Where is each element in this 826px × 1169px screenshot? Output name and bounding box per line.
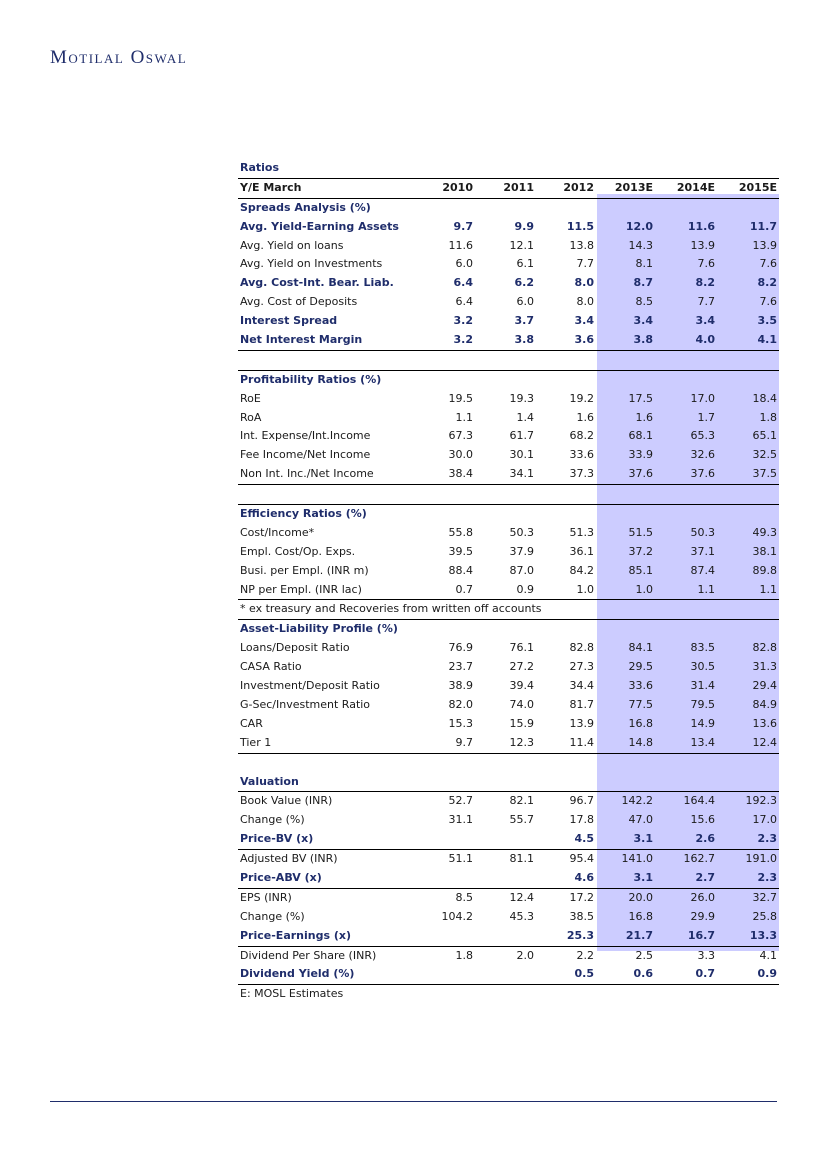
cell-value: 47.0 bbox=[628, 813, 653, 827]
cell-value: 77.5 bbox=[628, 697, 653, 711]
row-label: Efficiency Ratios (%) bbox=[240, 507, 367, 521]
cell-value: 6.4 bbox=[453, 276, 473, 290]
cell-value: 2.2 bbox=[576, 948, 594, 962]
table-row bbox=[238, 658, 779, 677]
cell-value: 6.4 bbox=[455, 295, 473, 309]
cell-value: 9.7 bbox=[453, 219, 473, 233]
cell-value: 8.2 bbox=[757, 276, 777, 290]
cell-value: 3.8 bbox=[514, 333, 534, 347]
year-header: 2010 bbox=[442, 180, 473, 194]
cell-value: 162.7 bbox=[683, 852, 715, 866]
cell-value: 95.4 bbox=[569, 852, 594, 866]
row-label: RoA bbox=[240, 410, 262, 424]
table-row bbox=[238, 715, 779, 734]
cell-value: 3.4 bbox=[574, 314, 594, 328]
cell-value: 0.6 bbox=[633, 967, 653, 981]
cell-value: 29.9 bbox=[690, 909, 715, 923]
cell-value: 1.1 bbox=[697, 582, 715, 596]
cell-value: 164.4 bbox=[683, 794, 715, 808]
header-row bbox=[238, 178, 779, 199]
cell-value: 27.2 bbox=[509, 660, 534, 674]
cell-value: 3.4 bbox=[695, 314, 715, 328]
header-label: Y/E March bbox=[240, 180, 302, 194]
cell-value: 29.5 bbox=[628, 660, 653, 674]
section-header-row bbox=[238, 505, 779, 524]
table-row bbox=[238, 734, 779, 754]
table-row bbox=[238, 811, 779, 830]
cell-value: 37.2 bbox=[628, 544, 653, 558]
cell-value: 39.5 bbox=[448, 544, 473, 558]
row-label: Spreads Analysis (%) bbox=[240, 200, 371, 214]
cell-value: 84.2 bbox=[569, 563, 594, 577]
cell-value: 0.9 bbox=[757, 967, 777, 981]
table-row bbox=[238, 677, 779, 696]
cell-value: 21.7 bbox=[625, 928, 653, 942]
table-row bbox=[238, 927, 779, 947]
cell-value: 7.7 bbox=[697, 295, 715, 309]
cell-value: 84.1 bbox=[628, 641, 653, 655]
cell-value: 14.9 bbox=[690, 716, 715, 730]
row-label: Avg. Cost-Int. Bear. Liab. bbox=[240, 276, 394, 290]
cell-value: 4.5 bbox=[574, 832, 594, 846]
cell-value: 38.1 bbox=[752, 544, 777, 558]
cell-value: 67.3 bbox=[448, 429, 473, 443]
cell-value: 12.0 bbox=[625, 219, 653, 233]
row-label: Non Int. Inc./Net Income bbox=[240, 467, 374, 481]
cell-value: 8.1 bbox=[635, 257, 653, 271]
cell-value: 79.5 bbox=[690, 697, 715, 711]
cell-value: 2.3 bbox=[757, 870, 777, 884]
cell-value: 37.9 bbox=[509, 544, 534, 558]
table-row bbox=[238, 581, 779, 601]
section-header-row bbox=[238, 620, 779, 639]
cell-value: 15.3 bbox=[448, 716, 473, 730]
cell-value: 11.7 bbox=[749, 219, 777, 233]
cell-value: 3.1 bbox=[633, 832, 653, 846]
cell-value: 87.0 bbox=[509, 563, 534, 577]
cell-value: 37.1 bbox=[690, 544, 715, 558]
cell-value: 16.8 bbox=[628, 716, 653, 730]
cell-value: 2.0 bbox=[516, 948, 534, 962]
section-header-row bbox=[238, 371, 779, 390]
cell-value: 3.1 bbox=[633, 870, 653, 884]
row-label: Dividend Per Share (INR) bbox=[240, 948, 377, 962]
spacer-row bbox=[238, 485, 779, 505]
cell-value: 84.9 bbox=[752, 697, 777, 711]
cell-value: 34.4 bbox=[569, 679, 594, 693]
cell-value: 8.0 bbox=[576, 295, 594, 309]
cell-value: 6.2 bbox=[514, 276, 534, 290]
cell-value: 0.9 bbox=[516, 582, 534, 596]
cell-value: 51.5 bbox=[628, 525, 653, 539]
row-label: Fee Income/Net Income bbox=[240, 448, 371, 462]
cell-value: 31.4 bbox=[690, 679, 715, 693]
table-title-text: Ratios bbox=[240, 161, 280, 174]
row-label: * ex treasury and Recoveries from written off accounts bbox=[240, 602, 542, 616]
cell-value: 30.5 bbox=[690, 660, 715, 674]
table-row bbox=[238, 465, 779, 485]
cell-value: 50.3 bbox=[509, 525, 534, 539]
cell-value: 32.5 bbox=[752, 448, 777, 462]
cell-value: 17.0 bbox=[752, 813, 777, 827]
cell-value: 68.2 bbox=[569, 429, 594, 443]
cell-value: 55.8 bbox=[448, 525, 473, 539]
row-label: Investment/Deposit Ratio bbox=[240, 679, 380, 693]
row-label: Net Interest Margin bbox=[240, 333, 363, 347]
table-row bbox=[238, 446, 779, 465]
table-row bbox=[238, 965, 779, 985]
cell-value: 141.0 bbox=[621, 852, 653, 866]
cell-value: 1.7 bbox=[697, 410, 715, 424]
row-label: Cost/Income* bbox=[240, 525, 315, 539]
row-label: CASA Ratio bbox=[240, 660, 302, 674]
cell-value: 12.4 bbox=[752, 735, 777, 749]
cell-value: 76.9 bbox=[448, 641, 473, 655]
cell-value: 17.8 bbox=[569, 813, 594, 827]
cell-value: 3.2 bbox=[453, 314, 473, 328]
table-title bbox=[238, 159, 779, 178]
year-header: 2014E bbox=[676, 180, 715, 194]
row-label: Loans/Deposit Ratio bbox=[240, 641, 350, 655]
cell-value: 8.5 bbox=[455, 890, 473, 904]
row-label: Book Value (INR) bbox=[240, 794, 333, 808]
year-header: 2012 bbox=[563, 180, 594, 194]
cell-value: 1.0 bbox=[576, 582, 594, 596]
table-row bbox=[238, 237, 779, 256]
table-row bbox=[238, 562, 779, 581]
cell-value: 15.9 bbox=[509, 716, 534, 730]
row-label: Tier 1 bbox=[240, 735, 272, 749]
cell-value: 8.0 bbox=[574, 276, 594, 290]
cell-value: 65.1 bbox=[752, 429, 777, 443]
cell-value: 32.6 bbox=[690, 448, 715, 462]
cell-value: 34.1 bbox=[509, 467, 534, 481]
spacer-row bbox=[238, 754, 779, 773]
cell-value: 3.8 bbox=[633, 333, 653, 347]
row-label: Price-BV (x) bbox=[240, 832, 314, 846]
cell-value: 0.7 bbox=[455, 582, 473, 596]
cell-value: 81.1 bbox=[509, 852, 534, 866]
cell-value: 15.6 bbox=[690, 813, 715, 827]
cell-value: 50.3 bbox=[690, 525, 715, 539]
cell-value: 87.4 bbox=[690, 563, 715, 577]
cell-value: 3.4 bbox=[633, 314, 653, 328]
table-row bbox=[238, 639, 779, 658]
row-label: Profitability Ratios (%) bbox=[240, 372, 382, 386]
cell-value: 2.3 bbox=[757, 832, 777, 846]
table-row bbox=[238, 830, 779, 850]
table-row bbox=[238, 218, 779, 237]
cell-value: 68.1 bbox=[628, 429, 653, 443]
cell-value: 4.1 bbox=[759, 948, 777, 962]
table-row bbox=[238, 293, 779, 312]
cell-value: 18.4 bbox=[752, 391, 777, 405]
cell-value: 14.3 bbox=[628, 238, 653, 252]
cell-value: 19.2 bbox=[569, 391, 594, 405]
footer-divider bbox=[50, 1101, 777, 1102]
row-label: G-Sec/Investment Ratio bbox=[240, 697, 371, 711]
cell-value: 74.0 bbox=[509, 697, 534, 711]
table-row bbox=[238, 850, 779, 869]
cell-value: 83.5 bbox=[690, 641, 715, 655]
cell-value: 8.2 bbox=[695, 276, 715, 290]
cell-value: 4.0 bbox=[695, 333, 715, 347]
table-row bbox=[238, 947, 779, 966]
cell-value: 32.7 bbox=[752, 890, 777, 904]
cell-value: 37.3 bbox=[569, 467, 594, 481]
cell-value: 14.8 bbox=[628, 735, 653, 749]
cell-value: 191.0 bbox=[745, 852, 777, 866]
cell-value: 11.6 bbox=[687, 219, 715, 233]
cell-value: 1.8 bbox=[759, 410, 777, 424]
cell-value: 85.1 bbox=[628, 563, 653, 577]
row-label: Price-Earnings (x) bbox=[240, 928, 351, 942]
cell-value: 11.5 bbox=[566, 219, 594, 233]
cell-value: 3.3 bbox=[697, 948, 715, 962]
cell-value: 13.9 bbox=[569, 716, 594, 730]
year-header: 2015E bbox=[738, 180, 777, 194]
cell-value: 31.3 bbox=[752, 660, 777, 674]
row-label: Change (%) bbox=[240, 813, 305, 827]
cell-value: 38.4 bbox=[448, 467, 473, 481]
cell-value: 55.7 bbox=[509, 813, 534, 827]
table-row bbox=[238, 869, 779, 889]
cell-value: 82.1 bbox=[509, 794, 534, 808]
row-label: Busi. per Empl. (INR m) bbox=[240, 563, 369, 577]
table-row bbox=[238, 312, 779, 331]
row-label: Adjusted BV (INR) bbox=[240, 852, 338, 866]
cell-value: 12.1 bbox=[509, 238, 534, 252]
cell-value: 88.4 bbox=[448, 563, 473, 577]
cell-value: 65.3 bbox=[690, 429, 715, 443]
cell-value: 0.7 bbox=[695, 967, 715, 981]
cell-value: 39.4 bbox=[509, 679, 534, 693]
cell-value: 0.5 bbox=[574, 967, 594, 981]
row-label: Change (%) bbox=[240, 909, 305, 923]
cell-value: 7.6 bbox=[759, 257, 777, 271]
row-label: Int. Expense/Int.Income bbox=[240, 429, 371, 443]
section-header-row bbox=[238, 199, 779, 218]
cell-value: 1.1 bbox=[455, 410, 473, 424]
cell-value: 7.7 bbox=[576, 257, 594, 271]
row-label: Empl. Cost/Op. Exps. bbox=[240, 544, 356, 558]
table-row bbox=[238, 543, 779, 562]
row-label: Interest Spread bbox=[240, 314, 338, 328]
cell-value: 81.7 bbox=[569, 697, 594, 711]
cell-value: 9.7 bbox=[455, 735, 473, 749]
cell-value: 13.9 bbox=[752, 238, 777, 252]
row-label: Dividend Yield (%) bbox=[240, 967, 355, 981]
row-label: Avg. Yield on loans bbox=[240, 238, 344, 252]
cell-value: 16.8 bbox=[628, 909, 653, 923]
cell-value: 142.2 bbox=[621, 794, 653, 808]
cell-value: 192.3 bbox=[745, 794, 777, 808]
year-header: 2011 bbox=[503, 180, 534, 194]
cell-value: 11.6 bbox=[448, 238, 473, 252]
cell-value: 1.6 bbox=[576, 410, 594, 424]
cell-value: 89.8 bbox=[752, 563, 777, 577]
cell-value: 52.7 bbox=[448, 794, 473, 808]
cell-value: 96.7 bbox=[569, 794, 594, 808]
table-row bbox=[238, 274, 779, 293]
cell-value: 30.0 bbox=[448, 448, 473, 462]
cell-value: 26.0 bbox=[690, 890, 715, 904]
cell-value: 25.3 bbox=[566, 928, 594, 942]
cell-value: 36.1 bbox=[569, 544, 594, 558]
cell-value: 8.7 bbox=[633, 276, 653, 290]
cell-value: 12.3 bbox=[509, 735, 534, 749]
table-row bbox=[238, 696, 779, 715]
cell-value: 76.1 bbox=[509, 641, 534, 655]
cell-value: 6.0 bbox=[516, 295, 534, 309]
table-row bbox=[238, 792, 779, 811]
table-body bbox=[238, 199, 779, 1004]
cell-value: 11.4 bbox=[569, 735, 594, 749]
cell-value: 38.5 bbox=[569, 909, 594, 923]
cell-value: 51.3 bbox=[569, 525, 594, 539]
cell-value: 82.0 bbox=[448, 697, 473, 711]
cell-value: 3.6 bbox=[574, 333, 594, 347]
cell-value: 7.6 bbox=[697, 257, 715, 271]
table-row bbox=[238, 889, 779, 908]
cell-value: 82.8 bbox=[569, 641, 594, 655]
row-label: Valuation bbox=[240, 774, 299, 788]
cell-value: 23.7 bbox=[448, 660, 473, 674]
cell-value: 6.0 bbox=[455, 257, 473, 271]
cell-value: 61.7 bbox=[509, 429, 534, 443]
cell-value: 1.0 bbox=[635, 582, 653, 596]
cell-value: 37.6 bbox=[628, 467, 653, 481]
cell-value: 37.5 bbox=[752, 467, 777, 481]
spacer-row bbox=[238, 351, 779, 371]
row-label: Avg. Yield-Earning Assets bbox=[240, 219, 399, 233]
cell-value: 82.8 bbox=[752, 641, 777, 655]
table-row bbox=[238, 390, 779, 409]
cell-value: 33.6 bbox=[628, 679, 653, 693]
cell-value: 3.2 bbox=[453, 333, 473, 347]
row-label: Price-ABV (x) bbox=[240, 870, 322, 884]
cell-value: 7.6 bbox=[759, 295, 777, 309]
row-label: Avg. Yield on Investments bbox=[240, 257, 383, 271]
row-label: Asset-Liability Profile (%) bbox=[240, 622, 398, 636]
table-row bbox=[238, 524, 779, 543]
row-label: E: MOSL Estimates bbox=[240, 987, 344, 1001]
cell-value: 51.1 bbox=[448, 852, 473, 866]
cell-value: 2.5 bbox=[635, 948, 653, 962]
table-row bbox=[238, 908, 779, 927]
cell-value: 13.6 bbox=[752, 716, 777, 730]
cell-value: 12.4 bbox=[509, 890, 534, 904]
cell-value: 1.4 bbox=[516, 410, 534, 424]
cell-value: 13.9 bbox=[690, 238, 715, 252]
note-row bbox=[238, 600, 779, 620]
cell-value: 17.5 bbox=[628, 391, 653, 405]
cell-value: 20.0 bbox=[628, 890, 653, 904]
cell-value: 31.1 bbox=[448, 813, 473, 827]
cell-value: 13.3 bbox=[749, 928, 777, 942]
cell-value: 29.4 bbox=[752, 679, 777, 693]
note-row bbox=[238, 985, 779, 1004]
cell-value: 45.3 bbox=[509, 909, 534, 923]
table-row bbox=[238, 409, 779, 428]
cell-value: 38.9 bbox=[448, 679, 473, 693]
table-row bbox=[238, 427, 779, 446]
cell-value: 17.0 bbox=[690, 391, 715, 405]
cell-value: 104.2 bbox=[441, 909, 473, 923]
table-row bbox=[238, 255, 779, 274]
section-header-row bbox=[238, 773, 779, 793]
cell-value: 16.7 bbox=[687, 928, 715, 942]
cell-value: 37.6 bbox=[690, 467, 715, 481]
cell-value: 19.5 bbox=[448, 391, 473, 405]
row-label: EPS (INR) bbox=[240, 890, 292, 904]
cell-value: 33.6 bbox=[569, 448, 594, 462]
cell-value: 13.8 bbox=[569, 238, 594, 252]
cell-value: 25.8 bbox=[752, 909, 777, 923]
ratios-table bbox=[238, 159, 779, 1004]
row-label: RoE bbox=[240, 391, 261, 405]
cell-value: 1.1 bbox=[759, 582, 777, 596]
cell-value: 3.7 bbox=[514, 314, 534, 328]
row-label: CAR bbox=[240, 716, 263, 730]
row-label: NP per Empl. (INR lac) bbox=[240, 582, 362, 596]
cell-value: 1.8 bbox=[455, 948, 473, 962]
cell-value: 19.3 bbox=[509, 391, 534, 405]
brand-logo: Motilal Oswal bbox=[50, 47, 188, 68]
row-label: Avg. Cost of Deposits bbox=[240, 295, 358, 309]
cell-value: 6.1 bbox=[516, 257, 534, 271]
table-row bbox=[238, 331, 779, 351]
cell-value: 8.5 bbox=[635, 295, 653, 309]
cell-value: 17.2 bbox=[569, 890, 594, 904]
cell-value: 9.9 bbox=[514, 219, 534, 233]
cell-value: 2.7 bbox=[695, 870, 715, 884]
cell-value: 30.1 bbox=[509, 448, 534, 462]
cell-value: 13.4 bbox=[690, 735, 715, 749]
cell-value: 27.3 bbox=[569, 660, 594, 674]
cell-value: 3.5 bbox=[757, 314, 777, 328]
cell-value: 2.6 bbox=[695, 832, 715, 846]
cell-value: 49.3 bbox=[752, 525, 777, 539]
cell-value: 4.1 bbox=[757, 333, 777, 347]
cell-value: 33.9 bbox=[628, 448, 653, 462]
cell-value: 4.6 bbox=[574, 870, 594, 884]
cell-value: 1.6 bbox=[635, 410, 653, 424]
year-header: 2013E bbox=[614, 180, 653, 194]
